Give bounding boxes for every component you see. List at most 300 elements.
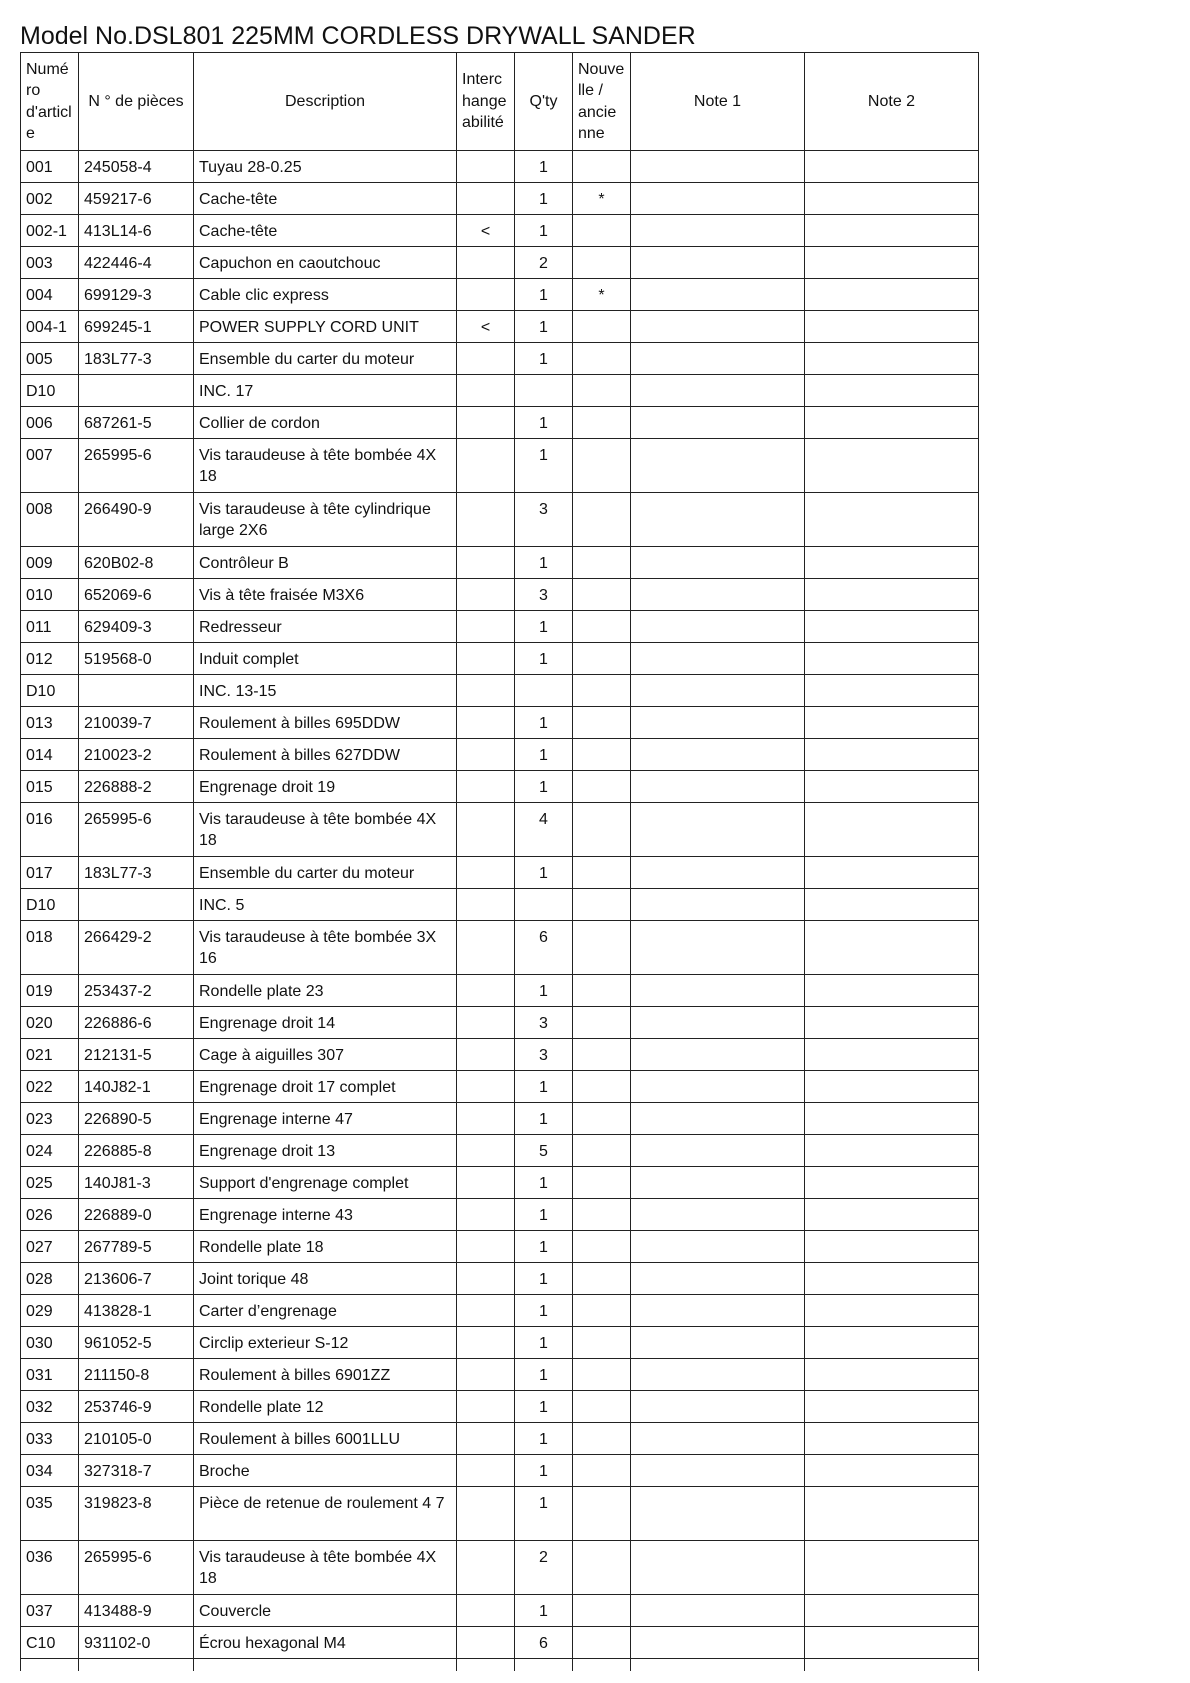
cell-qty: 1 — [515, 1455, 573, 1487]
cell-note1 — [631, 1135, 805, 1167]
table-row — [21, 975, 979, 1007]
cell-note1 — [631, 611, 805, 643]
cell-item-no: 003 — [21, 247, 79, 279]
cell-new-old — [573, 1627, 631, 1659]
cell-item-no: 010 — [21, 579, 79, 611]
cell-description: Carter d’engrenage — [194, 1295, 457, 1327]
table-row — [21, 1103, 979, 1135]
cell-new-old — [573, 247, 631, 279]
cell-item-no: 002-1 — [21, 215, 79, 247]
cell-item-no: 013 — [21, 707, 79, 739]
cell-note1 — [631, 183, 805, 215]
cell-qty: 1 — [515, 311, 573, 343]
cell-interchangeability — [457, 857, 515, 889]
cell-note2 — [805, 1039, 979, 1071]
cell-item-no: 012 — [21, 643, 79, 675]
cell-interchangeability — [457, 1423, 515, 1455]
cell-item-no: 001 — [21, 151, 79, 183]
cell-description: Capuchon en caoutchouc — [194, 247, 457, 279]
table-row — [21, 579, 979, 611]
cell-part-no: 413488-9 — [79, 1595, 194, 1627]
cell-description: Vis taraudeuse à tête bombée 4X 18 — [194, 439, 457, 493]
cell-item-no: 016 — [21, 803, 79, 857]
cell-item-no: 005 — [21, 343, 79, 375]
cell-description: Redresseur — [194, 611, 457, 643]
cell-new-old — [573, 1071, 631, 1103]
table-row — [21, 1327, 979, 1359]
cell-new-old — [573, 1103, 631, 1135]
table-row — [21, 247, 979, 279]
cell-part-no: 212131-5 — [79, 1039, 194, 1071]
cell-item-no: 028 — [21, 1263, 79, 1295]
cell-note1 — [631, 1595, 805, 1627]
cell-qty: 1 — [515, 1391, 573, 1423]
cell-interchangeability — [457, 771, 515, 803]
cell-description: Roulement à billes 627DDW — [194, 739, 457, 771]
table-row — [21, 803, 979, 857]
cell-new-old: * — [573, 279, 631, 311]
cell-part-no: 266490-9 — [79, 493, 194, 547]
cell-empty — [79, 1659, 194, 1672]
cell-interchangeability — [457, 1391, 515, 1423]
cell-interchangeability — [457, 1135, 515, 1167]
cell-empty — [457, 1659, 515, 1672]
cell-new-old — [573, 1391, 631, 1423]
col-header-note1: Note 1 — [631, 53, 805, 151]
cell-part-no: 226886-6 — [79, 1007, 194, 1039]
cell-new-old — [573, 975, 631, 1007]
cell-interchangeability — [457, 1541, 515, 1595]
cell-description: Engrenage interne 43 — [194, 1199, 457, 1231]
cell-description: Ensemble du carter du moteur — [194, 343, 457, 375]
cell-qty: 1 — [515, 1487, 573, 1541]
cell-empty — [631, 1659, 805, 1672]
table-row — [21, 643, 979, 675]
cell-description: Écrou hexagonal M4 — [194, 1627, 457, 1659]
cell-note1 — [631, 1295, 805, 1327]
cell-qty: 1 — [515, 771, 573, 803]
table-row — [21, 611, 979, 643]
table-row — [21, 707, 979, 739]
cell-new-old — [573, 151, 631, 183]
cell-qty: 1 — [515, 1263, 573, 1295]
table-row — [21, 1423, 979, 1455]
cell-part-no: 699245-1 — [79, 311, 194, 343]
cell-interchangeability — [457, 493, 515, 547]
cell-note2 — [805, 921, 979, 975]
table-row — [21, 921, 979, 975]
col-header-part-no: N ° de pièces — [79, 53, 194, 151]
cell-qty: 1 — [515, 739, 573, 771]
cell-note2 — [805, 857, 979, 889]
table-row — [21, 1487, 979, 1541]
cell-item-no: 020 — [21, 1007, 79, 1039]
table-row — [21, 1039, 979, 1071]
col-header-item-no: Numéro d'article — [21, 53, 79, 151]
cell-note2 — [805, 975, 979, 1007]
cell-description: Collier de cordon — [194, 407, 457, 439]
cell-new-old — [573, 215, 631, 247]
cell-qty: 5 — [515, 1135, 573, 1167]
cell-description: Vis taraudeuse à tête bombée 4X 18 — [194, 1541, 457, 1595]
cell-note1 — [631, 921, 805, 975]
cell-item-no: 002 — [21, 183, 79, 215]
cell-qty: 2 — [515, 247, 573, 279]
cell-part-no — [79, 889, 194, 921]
col-header-new-old: Nouvelle / ancienne — [573, 53, 631, 151]
cell-part-no: 961052-5 — [79, 1327, 194, 1359]
table-row — [21, 1007, 979, 1039]
cell-description: INC. 17 — [194, 375, 457, 407]
cell-part-no: 422446-4 — [79, 247, 194, 279]
cell-note2 — [805, 151, 979, 183]
cell-interchangeability — [457, 1295, 515, 1327]
cell-part-no: 266429-2 — [79, 921, 194, 975]
cell-part-no: 459217-6 — [79, 183, 194, 215]
cell-part-no: 140J81-3 — [79, 1167, 194, 1199]
col-header-qty: Q'ty — [515, 53, 573, 151]
cell-note2 — [805, 1231, 979, 1263]
cell-new-old — [573, 375, 631, 407]
cell-item-no: 004-1 — [21, 311, 79, 343]
cell-part-no: 931102-0 — [79, 1627, 194, 1659]
cell-qty: 1 — [515, 1595, 573, 1627]
cell-interchangeability — [457, 439, 515, 493]
cell-part-no: 210039-7 — [79, 707, 194, 739]
cell-interchangeability — [457, 707, 515, 739]
table-row — [21, 375, 979, 407]
cell-description: Induit complet — [194, 643, 457, 675]
table-row — [21, 279, 979, 311]
cell-part-no: 210105-0 — [79, 1423, 194, 1455]
cell-new-old — [573, 1295, 631, 1327]
cell-interchangeability — [457, 1231, 515, 1263]
cell-qty: 1 — [515, 1359, 573, 1391]
cell-new-old — [573, 1135, 631, 1167]
cell-item-no: 019 — [21, 975, 79, 1007]
cell-item-no: 018 — [21, 921, 79, 975]
table-row — [21, 439, 979, 493]
cell-description: Engrenage droit 13 — [194, 1135, 457, 1167]
cell-qty: 1 — [515, 1199, 573, 1231]
cell-new-old — [573, 547, 631, 579]
cell-item-no: 006 — [21, 407, 79, 439]
cell-qty: 6 — [515, 1627, 573, 1659]
cell-note1 — [631, 1071, 805, 1103]
cell-interchangeability: < — [457, 311, 515, 343]
cell-new-old — [573, 579, 631, 611]
cell-interchangeability — [457, 343, 515, 375]
cell-new-old — [573, 1167, 631, 1199]
cell-note1 — [631, 579, 805, 611]
cell-description: Cable clic express — [194, 279, 457, 311]
cell-description: Engrenage interne 47 — [194, 1103, 457, 1135]
cell-note1 — [631, 375, 805, 407]
table-row — [21, 739, 979, 771]
cell-note1 — [631, 247, 805, 279]
cell-qty: 1 — [515, 1071, 573, 1103]
table-row — [21, 493, 979, 547]
cell-new-old — [573, 675, 631, 707]
cell-part-no: 519568-0 — [79, 643, 194, 675]
cell-qty: 3 — [515, 1007, 573, 1039]
cell-item-no: 031 — [21, 1359, 79, 1391]
cell-note1 — [631, 1541, 805, 1595]
cell-part-no: 620B02-8 — [79, 547, 194, 579]
cell-note1 — [631, 857, 805, 889]
cell-note2 — [805, 1359, 979, 1391]
cell-part-no: 210023-2 — [79, 739, 194, 771]
cell-note2 — [805, 1167, 979, 1199]
table-row — [21, 1231, 979, 1263]
cell-new-old — [573, 1231, 631, 1263]
page-title: Model No.DSL801 225MM CORDLESS DRYWALL SANDER — [20, 22, 696, 50]
cell-note1 — [631, 1263, 805, 1295]
col-header-note2: Note 2 — [805, 53, 979, 151]
cell-note1 — [631, 1007, 805, 1039]
cell-note1 — [631, 439, 805, 493]
cell-item-no: 004 — [21, 279, 79, 311]
cell-note1 — [631, 343, 805, 375]
cell-part-no: 265995-6 — [79, 1541, 194, 1595]
cell-item-no: 007 — [21, 439, 79, 493]
cell-part-no: 413828-1 — [79, 1295, 194, 1327]
cell-qty: 1 — [515, 1231, 573, 1263]
cell-interchangeability — [457, 889, 515, 921]
parts-table — [20, 52, 979, 1671]
cell-item-no: 036 — [21, 1541, 79, 1595]
cell-note1 — [631, 771, 805, 803]
cell-interchangeability — [457, 183, 515, 215]
cell-interchangeability — [457, 151, 515, 183]
table-row — [21, 1167, 979, 1199]
cell-note2 — [805, 279, 979, 311]
cell-note2 — [805, 803, 979, 857]
cell-note2 — [805, 1295, 979, 1327]
cell-qty: 1 — [515, 547, 573, 579]
cell-description: Cache-tête — [194, 183, 457, 215]
cell-note1 — [631, 1167, 805, 1199]
cell-note2 — [805, 1391, 979, 1423]
col-header-description: Description — [194, 53, 457, 151]
cell-qty: 1 — [515, 975, 573, 1007]
cell-interchangeability — [457, 803, 515, 857]
cell-note2 — [805, 1007, 979, 1039]
cell-new-old — [573, 493, 631, 547]
cell-qty: 1 — [515, 707, 573, 739]
cell-note2 — [805, 1627, 979, 1659]
cell-note2 — [805, 1327, 979, 1359]
cell-description: Support d'engrenage complet — [194, 1167, 457, 1199]
cell-interchangeability — [457, 1627, 515, 1659]
table-row — [21, 343, 979, 375]
cell-description: Cache-tête — [194, 215, 457, 247]
cell-note2 — [805, 1541, 979, 1595]
cell-qty: 1 — [515, 1295, 573, 1327]
cell-item-no: 024 — [21, 1135, 79, 1167]
cell-new-old — [573, 1199, 631, 1231]
cell-part-no: 253437-2 — [79, 975, 194, 1007]
cell-note2 — [805, 407, 979, 439]
cell-description: Rondelle plate 23 — [194, 975, 457, 1007]
cell-item-no: 033 — [21, 1423, 79, 1455]
cell-qty — [515, 675, 573, 707]
cell-new-old — [573, 1455, 631, 1487]
cell-description: Vis taraudeuse à tête bombée 4X 18 — [194, 803, 457, 857]
header-row — [21, 53, 979, 151]
cell-part-no: 211150-8 — [79, 1359, 194, 1391]
cell-note1 — [631, 1103, 805, 1135]
cell-new-old — [573, 407, 631, 439]
cell-qty: 1 — [515, 215, 573, 247]
cell-description: Roulement à billes 6901ZZ — [194, 1359, 457, 1391]
cell-new-old — [573, 1487, 631, 1541]
cell-part-no: 213606-7 — [79, 1263, 194, 1295]
cell-interchangeability — [457, 247, 515, 279]
cell-qty: 3 — [515, 579, 573, 611]
cell-item-no: 029 — [21, 1295, 79, 1327]
cell-part-no: 687261-5 — [79, 407, 194, 439]
cell-qty: 1 — [515, 279, 573, 311]
cell-interchangeability — [457, 1167, 515, 1199]
cell-note2 — [805, 547, 979, 579]
table-row — [21, 547, 979, 579]
cell-part-no: 629409-3 — [79, 611, 194, 643]
cell-description: Roulement à billes 695DDW — [194, 707, 457, 739]
cell-qty: 1 — [515, 1423, 573, 1455]
table-row — [21, 1135, 979, 1167]
table-row — [21, 1359, 979, 1391]
cell-description: Rondelle plate 18 — [194, 1231, 457, 1263]
cell-note2 — [805, 675, 979, 707]
cell-description: Engrenage droit 17 complet — [194, 1071, 457, 1103]
cell-description: Tuyau 28-0.25 — [194, 151, 457, 183]
cell-description: Ensemble du carter du moteur — [194, 857, 457, 889]
cell-item-no: 027 — [21, 1231, 79, 1263]
cell-note2 — [805, 1595, 979, 1627]
cell-part-no: 413L14-6 — [79, 215, 194, 247]
cell-qty: 1 — [515, 643, 573, 675]
cell-description: Circlip exterieur S-12 — [194, 1327, 457, 1359]
cell-note2 — [805, 1103, 979, 1135]
cell-part-no: 265995-6 — [79, 439, 194, 493]
cell-note1 — [631, 151, 805, 183]
cell-qty: 4 — [515, 803, 573, 857]
cell-note1 — [631, 1199, 805, 1231]
cell-qty: 1 — [515, 1327, 573, 1359]
cell-interchangeability — [457, 407, 515, 439]
cell-description: Contrôleur B — [194, 547, 457, 579]
table-row — [21, 1295, 979, 1327]
table-row — [21, 1595, 979, 1627]
cell-new-old — [573, 1039, 631, 1071]
cell-note2 — [805, 215, 979, 247]
cell-item-no: 008 — [21, 493, 79, 547]
cell-new-old — [573, 771, 631, 803]
cell-new-old — [573, 643, 631, 675]
cell-interchangeability — [457, 675, 515, 707]
cell-part-no — [79, 375, 194, 407]
cell-empty — [21, 1659, 79, 1672]
cell-interchangeability: < — [457, 215, 515, 247]
cell-new-old — [573, 921, 631, 975]
cell-item-no: D10 — [21, 889, 79, 921]
cell-description: Joint torique 48 — [194, 1263, 457, 1295]
cell-note2 — [805, 1263, 979, 1295]
table-row — [21, 1541, 979, 1595]
cell-item-no: 032 — [21, 1391, 79, 1423]
cell-qty — [515, 889, 573, 921]
cell-note1 — [631, 643, 805, 675]
cell-note1 — [631, 707, 805, 739]
cell-new-old — [573, 707, 631, 739]
cell-note1 — [631, 889, 805, 921]
cell-qty: 1 — [515, 183, 573, 215]
cell-item-no: D10 — [21, 375, 79, 407]
cell-part-no: 183L77-3 — [79, 343, 194, 375]
cell-note1 — [631, 547, 805, 579]
table-row — [21, 675, 979, 707]
cell-note2 — [805, 375, 979, 407]
cell-interchangeability — [457, 611, 515, 643]
cell-part-no: 140J82-1 — [79, 1071, 194, 1103]
cell-new-old — [573, 1263, 631, 1295]
table-row — [21, 1455, 979, 1487]
cell-empty — [515, 1659, 573, 1672]
table-row-continuation — [21, 1659, 979, 1672]
cell-item-no: D10 — [21, 675, 79, 707]
cell-note1 — [631, 1391, 805, 1423]
cell-item-no: 022 — [21, 1071, 79, 1103]
cell-interchangeability — [457, 1487, 515, 1541]
cell-new-old — [573, 1423, 631, 1455]
cell-interchangeability — [457, 1359, 515, 1391]
cell-note2 — [805, 1423, 979, 1455]
table-row — [21, 311, 979, 343]
cell-note1 — [631, 311, 805, 343]
cell-item-no: 037 — [21, 1595, 79, 1627]
cell-note2 — [805, 1455, 979, 1487]
cell-new-old — [573, 889, 631, 921]
cell-qty: 2 — [515, 1541, 573, 1595]
cell-interchangeability — [457, 1595, 515, 1627]
cell-note1 — [631, 1487, 805, 1541]
cell-note2 — [805, 247, 979, 279]
cell-note2 — [805, 707, 979, 739]
cell-part-no: 226890-5 — [79, 1103, 194, 1135]
cell-empty — [805, 1659, 979, 1672]
cell-note1 — [631, 1627, 805, 1659]
cell-new-old — [573, 611, 631, 643]
cell-new-old — [573, 739, 631, 771]
table-row — [21, 857, 979, 889]
cell-note2 — [805, 739, 979, 771]
cell-description: Engrenage droit 14 — [194, 1007, 457, 1039]
cell-description: POWER SUPPLY CORD UNIT — [194, 311, 457, 343]
cell-interchangeability — [457, 975, 515, 1007]
cell-interchangeability — [457, 1039, 515, 1071]
cell-item-no: 011 — [21, 611, 79, 643]
cell-qty: 1 — [515, 439, 573, 493]
table-row — [21, 1627, 979, 1659]
cell-note2 — [805, 311, 979, 343]
cell-empty — [573, 1659, 631, 1672]
cell-new-old: * — [573, 183, 631, 215]
cell-qty: 1 — [515, 857, 573, 889]
cell-item-no: 017 — [21, 857, 79, 889]
cell-new-old — [573, 1541, 631, 1595]
cell-note2 — [805, 889, 979, 921]
